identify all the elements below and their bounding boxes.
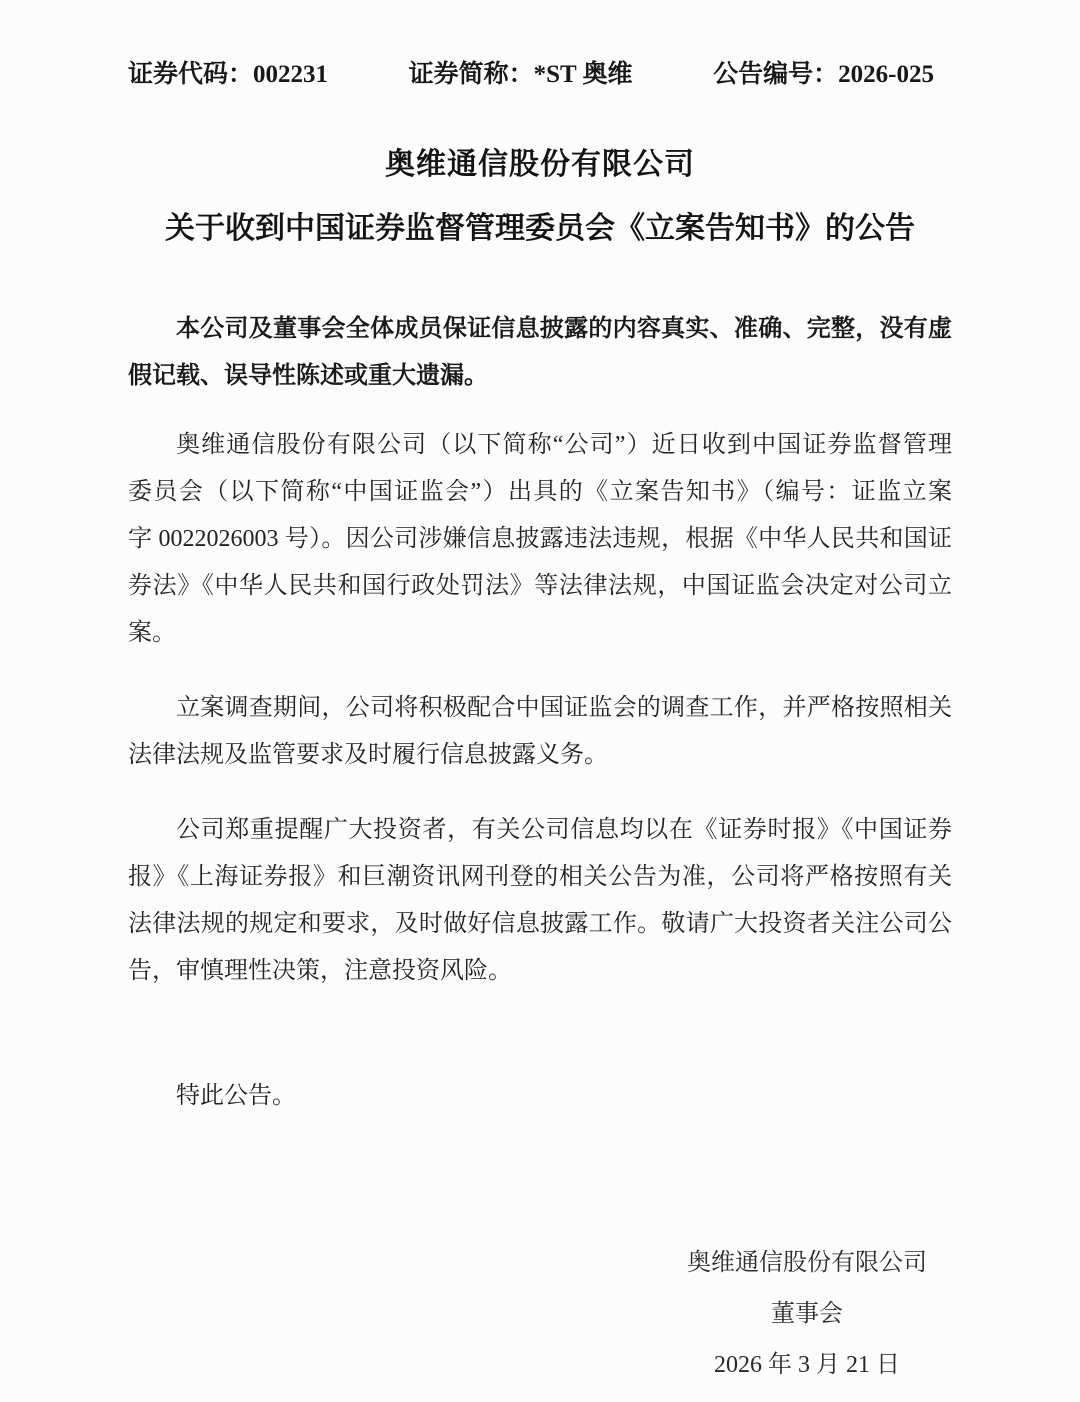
signature-company: 奥维通信股份有限公司	[687, 1250, 927, 1276]
text-line: 本公司及董事会全体成员保证信息披露的内容真实、准确、完整，没有虚	[176, 316, 952, 342]
paragraph-investigation-cooperation	[128, 685, 952, 779]
signature-block	[676, 1238, 938, 1391]
text-line: 立案调查期间，公司将积极配合中国证监会的调查工作，并严格按照相关	[176, 695, 952, 721]
closing-remark	[128, 1073, 952, 1120]
board-truthfulness-statement	[128, 306, 952, 400]
announcement-number: 公告编号：2026-025	[713, 61, 934, 88]
text-line: 告，审慎理性决策，注意投资风险。	[128, 958, 512, 984]
text-line: 奥维通信股份有限公司（以下简称“公司”）近日收到中国证券监督管理	[176, 432, 952, 458]
paragraph-case-filing-notice	[128, 422, 952, 657]
text-line: 字 0022026003 号）。因公司涉嫌信息披露违法违规，根据《中华人民共和国证	[128, 526, 952, 552]
company-name-title: 奥维通信股份有限公司	[385, 148, 695, 181]
text-line: 法律法规的规定和要求，及时做好信息披露工作。敬请广大投资者关注公司公	[128, 911, 952, 937]
text-line: 委员会（以下简称“中国证监会”）出具的《立案告知书》（编号：证监立案	[128, 479, 952, 505]
text-line: 假记载、误导性陈述或重大遗漏。	[128, 363, 488, 389]
paragraph-investor-reminder	[128, 807, 952, 995]
text-line: 案。	[128, 620, 176, 646]
document-meta-row	[128, 60, 952, 90]
text-line: 券法》《中华人民共和国行政处罚法》等法律法规，中国证监会决定对公司立	[128, 573, 952, 599]
announcement-title: 关于收到中国证券监督管理委员会《立案告知书》的公告	[165, 212, 915, 245]
text-line: 法律法规及监管要求及时履行信息披露义务。	[128, 742, 608, 768]
signature-signer: 董事会	[771, 1301, 843, 1327]
signature-date: 2026 年 3 月 21 日	[714, 1352, 900, 1378]
closing-text: 特此公告。	[176, 1083, 296, 1109]
stock-code: 证券代码：002231	[128, 61, 329, 88]
stock-abbr: 证券简称：*ST 奥维	[408, 61, 633, 88]
text-line: 报》《上海证券报》和巨潮资讯网刊登的相关公告为准，公司将严格按照有关	[128, 864, 952, 890]
text-line: 公司郑重提醒广大投资者，有关公司信息均以在《证券时报》《中国证券	[176, 817, 952, 843]
